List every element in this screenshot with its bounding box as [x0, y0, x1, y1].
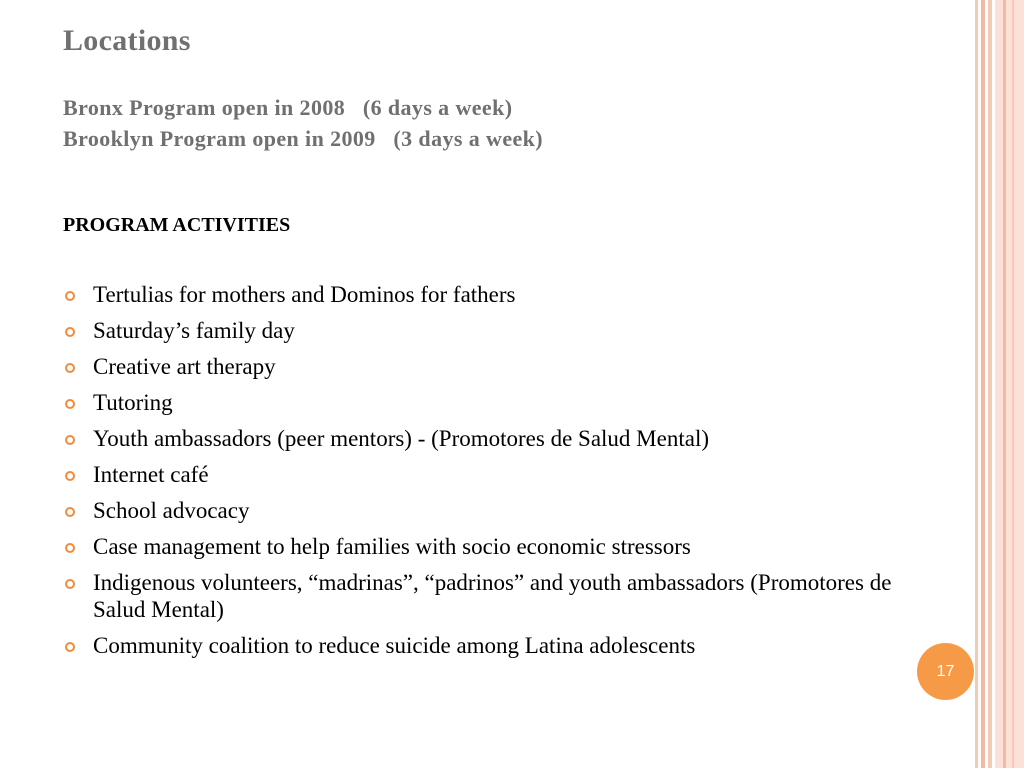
list-item — [62, 632, 942, 659]
decorative-stripe — [981, 0, 985, 768]
list-item-text: Creative art therapy — [93, 354, 276, 379]
circle-bullet-icon — [65, 291, 75, 301]
circle-bullet-icon — [65, 543, 75, 553]
list-item — [62, 425, 942, 452]
circle-bullet-icon — [65, 642, 75, 652]
section-heading: PROGRAM ACTIVITIES — [63, 214, 291, 236]
circle-bullet-icon — [65, 399, 75, 409]
circle-bullet-icon — [65, 363, 75, 373]
page-number-badge: 17 — [917, 643, 974, 700]
decorative-stripe — [988, 0, 992, 768]
list-item-text: Internet café — [93, 462, 209, 487]
circle-bullet-icon — [65, 471, 75, 481]
list-item — [62, 281, 942, 308]
decorative-stripe — [1003, 0, 1006, 768]
slide-title: Locations — [63, 24, 191, 57]
list-item — [62, 389, 942, 416]
list-item — [62, 353, 942, 380]
list-item-text: Case management to help families with socio economic stressors — [93, 534, 691, 559]
circle-bullet-icon — [65, 327, 75, 337]
decorative-stripe — [995, 0, 1024, 768]
list-item — [62, 461, 942, 488]
list-item-text: Community coalition to reduce suicide among Latina adolescents — [93, 633, 696, 658]
list-item-text: Tutoring — [93, 390, 173, 415]
list-item-text: School advocacy — [93, 498, 250, 523]
subtitle-brooklyn: Brooklyn Program open in 2009 (3 days a week) — [63, 126, 544, 151]
list-item — [62, 533, 942, 560]
list-item-text: Indigenous volunteers, “madrinas”, “padrinos” and youth ambassadors (Promotores de Salud Mental) — [93, 570, 892, 622]
decorative-stripe — [975, 0, 978, 768]
activities-list — [62, 281, 942, 668]
circle-bullet-icon — [65, 579, 75, 589]
list-item-text: Youth ambassadors (peer mentors) - (Promotores de Salud Mental) — [93, 426, 709, 451]
list-item-text: Saturday’s family day — [93, 318, 295, 343]
list-item — [62, 569, 942, 623]
circle-bullet-icon — [65, 435, 75, 445]
circle-bullet-icon — [65, 507, 75, 517]
list-item — [62, 317, 942, 344]
list-item — [62, 497, 942, 524]
subtitle-bronx: Bronx Program open in 2008 (6 days a week) — [63, 95, 513, 120]
decorative-stripe — [1012, 0, 1014, 768]
list-item-text: Tertulias for mothers and Dominos for fathers — [93, 282, 516, 307]
